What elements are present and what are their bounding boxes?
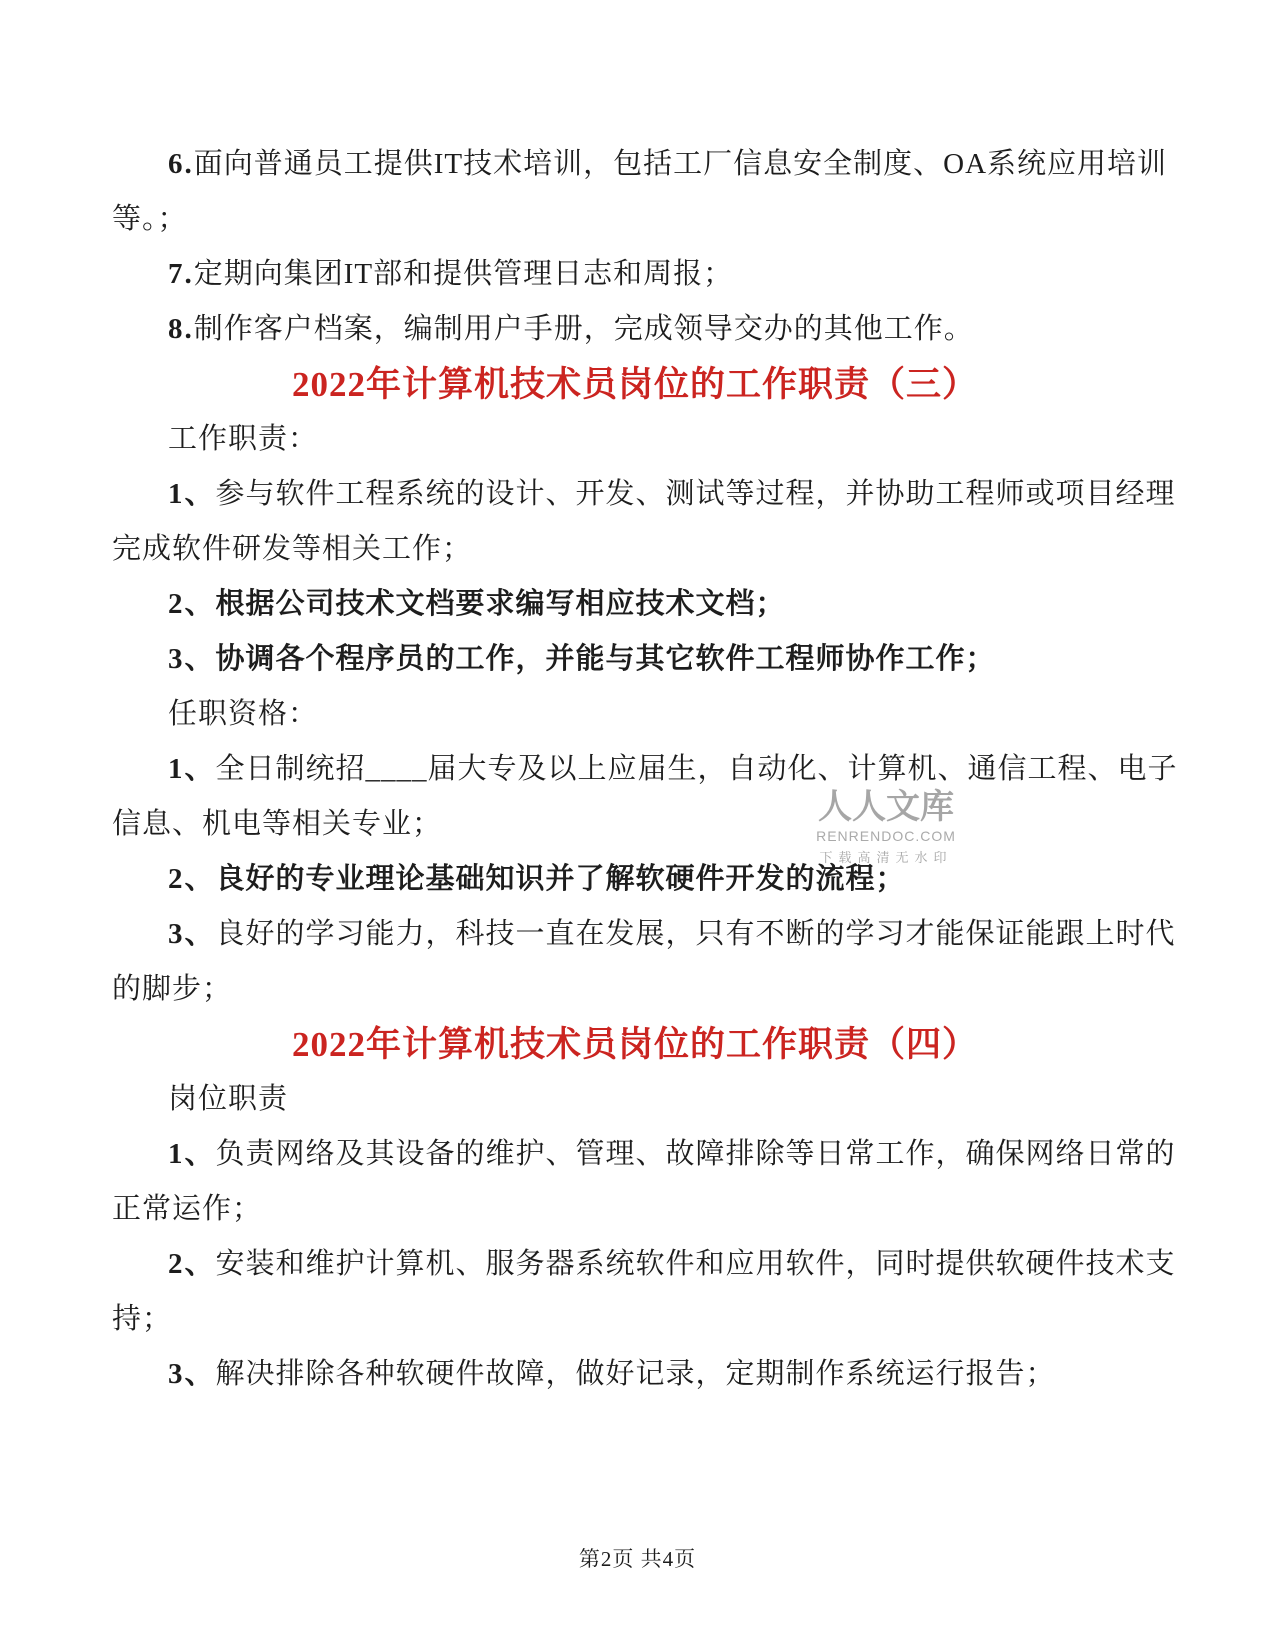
paragraph-line: [112, 137, 1168, 192]
paragraph-line: [112, 742, 1178, 797]
list-number: 7.: [168, 258, 194, 290]
paragraph-line: [112, 907, 1176, 962]
line-text: 负责网络及其设备的维护、管理、故障排除等日常工作，确保网络日常的: [215, 1138, 1176, 1170]
page-content: [112, 137, 1178, 1402]
line-text: 正常运作；: [112, 1193, 263, 1225]
line-text: 任职资格：: [168, 698, 319, 730]
line-text: 定期向集团IT部和提供管理日志和周报；: [193, 258, 734, 290]
line-text: 等。；: [112, 203, 188, 235]
section-heading: 2022年计算机技术员岗位的工作职责（三）: [291, 365, 978, 404]
list-number: 8.: [168, 313, 194, 345]
list-number: 1、: [168, 478, 216, 510]
line-text: 良好的学习能力，科技一直在发展，只有不断的学习才能保证能跟上时代: [215, 918, 1176, 950]
paragraph-line: [112, 1182, 1158, 1237]
watermark-slogan: 下载高清无水印: [819, 850, 953, 866]
section-heading: 2022年计算机技术员岗位的工作职责（四）: [291, 1025, 978, 1064]
line-text: 工作职责：: [168, 423, 319, 455]
paragraph-line: [112, 302, 1158, 357]
list-number: 1、: [168, 1138, 216, 1170]
watermark-domain: RENRENDOC.COM: [816, 828, 956, 845]
paragraph-line: [112, 687, 1158, 742]
list-number: 2、: [168, 1248, 216, 1280]
line-text: 信息、机电等相关专业；: [112, 808, 443, 840]
line-text: 安装和维护计算机、服务器系统软件和应用软件，同时提供软硬件技术支: [215, 1248, 1176, 1280]
paragraph-line: [112, 467, 1176, 522]
paragraph-line: [112, 852, 1158, 907]
watermark-brand: 人人文库: [818, 789, 954, 826]
list-number: 3、: [168, 918, 216, 950]
line-text: 根据公司技术文档要求编写相应技术文档；: [215, 588, 786, 620]
line-text: 解决排除各种软硬件故障，做好记录，定期制作系统运行报告；: [215, 1358, 1056, 1390]
line-text: 协调各个程序员的工作，并能与其它软件工程师协作工作；: [215, 643, 996, 675]
list-number: 2、: [168, 863, 216, 895]
paragraph-line: [112, 522, 1158, 577]
line-text: 制作客户档案，编制用户手册，完成领导交办的其他工作。: [193, 313, 974, 345]
line-text: 全日制统招____届大专及以上应届生，自动化、计算机、通信工程、电子: [215, 753, 1178, 785]
paragraph-line: [112, 962, 1158, 1017]
line-text: 岗位职责: [168, 1083, 289, 1115]
list-number: 1、: [168, 753, 216, 785]
paragraph-line: [112, 1292, 1158, 1347]
line-text: 面向普通员工提供IT技术培训，包括工厂信息安全制度、OA系统应用培训: [193, 148, 1168, 180]
line-text: 参与软件工程系统的设计、开发、测试等过程，并协助工程师或项目经理: [215, 478, 1176, 510]
paragraph-line: [112, 1072, 1158, 1127]
paragraph-line: [112, 192, 1158, 247]
paragraph-line: [112, 247, 1158, 302]
list-number: 2、: [168, 588, 216, 620]
page-footer: [0, 1543, 1275, 1573]
paragraph-line: [112, 632, 1158, 687]
line-text: 持；: [112, 1303, 173, 1335]
list-number: 3、: [168, 643, 216, 675]
paragraph-line: [112, 1347, 1158, 1402]
paragraph-line: [112, 797, 1158, 852]
line-text: 良好的专业理论基础知识并了解软硬件开发的流程；: [215, 863, 906, 895]
line-text: 完成软件研发等相关工作；: [112, 533, 473, 565]
paragraph-line: [112, 1237, 1176, 1292]
paragraph-line: [112, 412, 1158, 467]
paragraph-line: [112, 577, 1158, 632]
paragraph-line: [112, 1127, 1176, 1182]
page-number: 第2页 共4页: [578, 1547, 697, 1571]
line-text: 的脚步；: [112, 973, 233, 1005]
list-number: 3、: [168, 1358, 216, 1390]
list-number: 6.: [168, 148, 194, 180]
